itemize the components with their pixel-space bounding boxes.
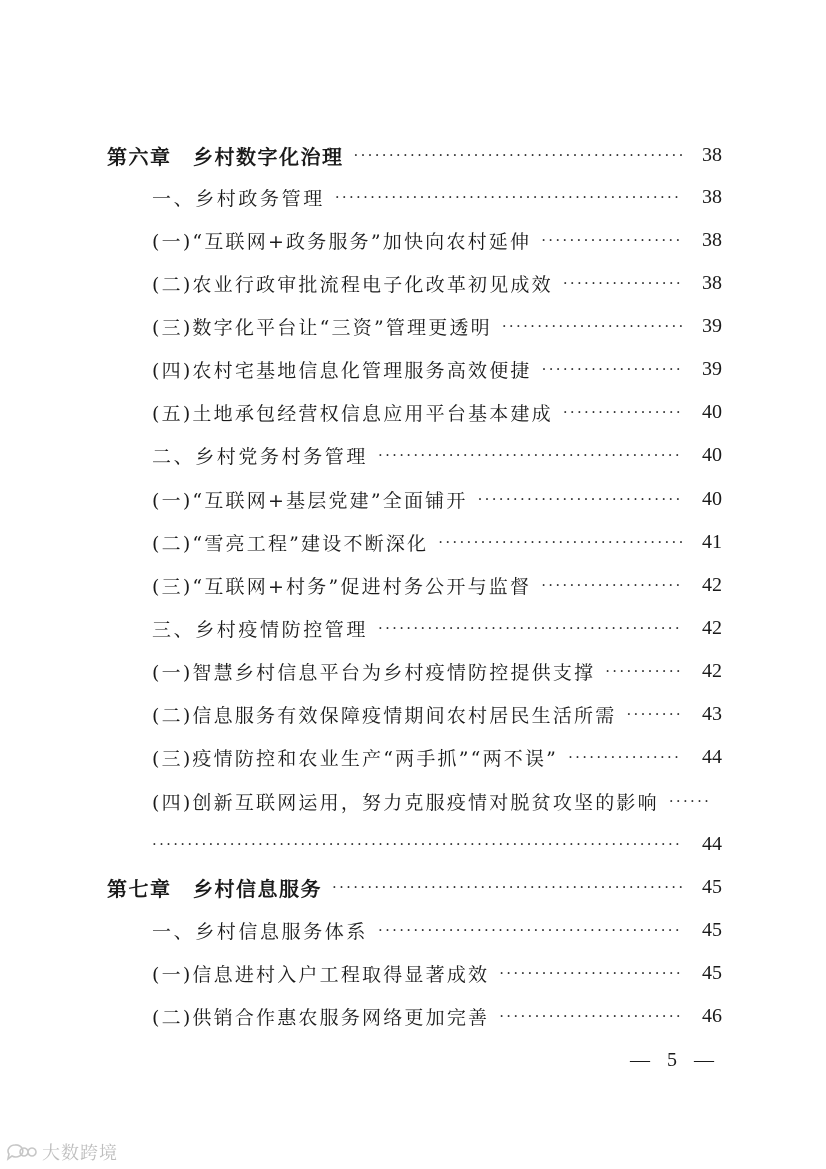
- dot-leader: [378, 915, 682, 945]
- toc-entry-label: 第七章 乡村信息服务: [107, 876, 322, 901]
- toc-subsection-3-4-continuation[interactable]: [152, 829, 722, 859]
- toc-entry-label: (二)“雪亮工程”建设不断深化: [152, 532, 429, 555]
- toc-subsection-7-1-2[interactable]: [152, 1001, 722, 1031]
- toc-page-number: 44: [702, 832, 722, 855]
- dot-leader: [438, 527, 682, 557]
- dot-leader: [563, 268, 682, 298]
- footer-page-number: — 5 —: [630, 1049, 720, 1071]
- toc-page-number: 45: [702, 961, 722, 984]
- toc-page-number: 42: [702, 616, 722, 639]
- dot-leader: [499, 1001, 682, 1031]
- dot-leader: [332, 872, 682, 902]
- toc-section-7-1[interactable]: [152, 915, 722, 945]
- dot-leader: [563, 397, 682, 427]
- toc-entry-label: (四)农村宅基地信息化管理服务高效便捷: [152, 359, 532, 382]
- toc-entry-label: (一)智慧乡村信息平台为乡村疫情防控提供支撑: [152, 661, 596, 684]
- toc-page-number: 41: [702, 530, 722, 553]
- toc-entry-label: (一)信息进村入户工程取得显著成效: [152, 963, 490, 986]
- toc-chapter-6[interactable]: [107, 140, 722, 170]
- toc-chapter-7[interactable]: [107, 872, 722, 902]
- watermark-text: 大数跨境: [42, 1143, 118, 1164]
- toc-subsection-2-3[interactable]: [152, 570, 722, 600]
- toc-page-number: 40: [702, 400, 722, 423]
- toc-entry-label: 二、乡村党务村务管理: [152, 445, 369, 468]
- toc-subsection-3-3[interactable]: [152, 742, 722, 772]
- toc-entry-label: (二)农业行政审批流程电子化改革初见成效: [152, 273, 553, 296]
- toc-page-number: 40: [702, 443, 722, 466]
- toc-subsection-3-2[interactable]: [152, 699, 722, 729]
- toc-entry-label: (二)供销合作惠农服务网络更加完善: [152, 1006, 490, 1029]
- toc-subsection-2-2[interactable]: [152, 527, 722, 557]
- dot-leader: [478, 484, 682, 514]
- dot-leader: [152, 829, 682, 859]
- dot-leader: [378, 613, 682, 643]
- toc-page-number: 38: [702, 185, 722, 208]
- watermark: [6, 1140, 118, 1164]
- dot-leader: [605, 656, 682, 686]
- dot-leader: [568, 742, 682, 772]
- toc-entry-label: (四)创新互联网运用，努力克服疫情对脱贫攻坚的影响: [152, 791, 659, 814]
- toc-page-number: 45: [702, 918, 722, 941]
- toc-entry-label: (二)信息服务有效保障疫情期间农村居民生活所需: [152, 704, 617, 727]
- toc-page-number: 44: [702, 745, 722, 768]
- toc-section-2[interactable]: [152, 440, 722, 470]
- dot-leader: [541, 570, 682, 600]
- dot-leader: [541, 225, 682, 255]
- toc-subsection-3-4[interactable]: [152, 786, 712, 816]
- dot-leader: [669, 786, 712, 816]
- dot-leader: [335, 182, 682, 212]
- toc-page-number: 38: [702, 271, 722, 294]
- toc-subsection-2-1[interactable]: [152, 484, 722, 514]
- toc-subsection-3-1[interactable]: [152, 656, 722, 686]
- toc-subsection-1-3[interactable]: [152, 311, 722, 341]
- toc-entry-label: (三)数字化平台让“三资”管理更透明: [152, 316, 492, 339]
- toc-entry-label: (三)疫情防控和农业生产“两手抓”“两不误”: [152, 747, 559, 770]
- toc-page-number: 39: [702, 314, 722, 337]
- toc-page-number: 42: [702, 659, 722, 682]
- dot-leader: [502, 311, 682, 341]
- toc-page-number: 38: [702, 228, 722, 251]
- toc-entry-label: (三)“互联网+村务”促进村务公开与监督: [152, 575, 532, 598]
- toc-subsection-1-1[interactable]: [152, 225, 722, 255]
- toc-subsection-7-1-1[interactable]: [152, 958, 722, 988]
- toc-page-number: 42: [702, 573, 722, 596]
- toc-section-3[interactable]: [152, 613, 722, 643]
- toc-page-number: 43: [702, 702, 722, 725]
- toc-page-number: 45: [702, 875, 722, 898]
- dot-leader: [378, 440, 682, 470]
- toc-page-number: 39: [702, 357, 722, 380]
- toc-entry-label: 三、乡村疫情防控管理: [152, 618, 369, 641]
- dot-leader: [499, 958, 682, 988]
- toc-entry-label: 第六章 乡村数字化治理: [107, 144, 344, 169]
- toc-page-number: 40: [702, 487, 722, 510]
- toc-subsection-1-4[interactable]: [152, 354, 722, 384]
- toc-page-number: 38: [702, 143, 722, 166]
- dot-leader: [354, 140, 683, 170]
- dot-leader: [542, 354, 682, 384]
- toc-subsection-1-2[interactable]: [152, 268, 722, 298]
- toc-entry-label: 一、乡村政务管理: [152, 187, 325, 210]
- toc-entry-label: (一)“互联网+政务服务”加快向农村延伸: [152, 230, 532, 253]
- toc-subsection-1-5[interactable]: [152, 397, 722, 427]
- toc-entry-label: 一、乡村信息服务体系: [152, 920, 369, 943]
- toc-entry-label: (五)土地承包经营权信息应用平台基本建成: [152, 402, 553, 425]
- toc-section-1[interactable]: [152, 182, 722, 212]
- speech-bubble-logo-icon: [6, 1142, 38, 1162]
- toc-page-number: 46: [702, 1004, 722, 1027]
- toc-entry-label: (一)“互联网+基层党建”全面铺开: [152, 489, 468, 512]
- dot-leader: [626, 699, 682, 729]
